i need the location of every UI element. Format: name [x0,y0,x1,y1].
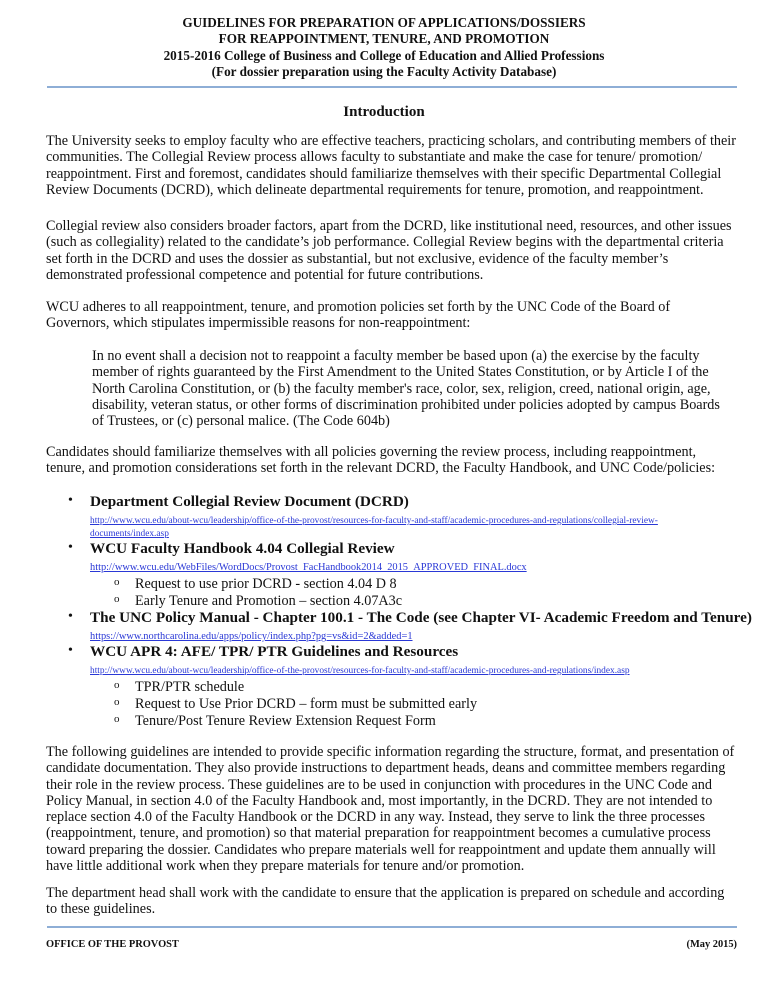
footer-divider [47,926,737,928]
sub-item-text: Tenure/Post Tenure Review Extension Request Form [135,713,436,729]
resource-link[interactable]: http://www.wcu.edu/about-wcu/leadership/office-of-the-provost/resources-for-faculty-and-staff/academic-procedures-and-regulations/collegial-review- [90,516,658,526]
document-header [0,15,768,80]
sub-item-text: Early Tenure and Promotion – section 4.07A3c [135,593,403,609]
resource-link[interactable]: http://www.wcu.edu/WebFiles/WordDocs/Provost_FacHandbook2014_2015_APPROVED_FINAL.docx [90,562,527,573]
resource-title: Department Collegial Review Document (DCRD) [90,493,409,510]
intro-paragraph-3: WCU adheres to all reappointment, tenure, and promotion policies set forth by the UNC Code of the Board of Governors, which stipulates impermissible reasons for non-reappointment: [46,299,671,332]
resource-title: WCU APR 4: AFE/ TPR/ PTR Guidelines and Resources [90,643,459,660]
closing-paragraph-1: The following guidelines are intended to provide specific information regarding the structure, format, and presentation of candidate documentation. They also provide instructions to department heads, deans and committee members regarding their role in the review process. These guidelines are to be used in conjunction with procedures in the UNC Code and Policy Manual, in section 4.0 of the Faculty Handbook and, most importantly, in the DCRD. They are not intended to replace section 4.0 of the Faculty Handbook or the DCRD in any way. Instead, they serve to link the three processes (reappointment, tenure, and promotion) so that material preparation for reappointment becomes a cumulative process toward preparing the dossier. Candidates who prepare materials well for reappointment and update them annually will have little additional work when they prepare materials for tenure and/or promotion. [46,744,735,875]
resource-title: The UNC Policy Manual - Chapter 100.1 - The Code (see Chapter VI- Academic Freedom and Tenure) [90,609,752,626]
intro-paragraph-1: The University seeks to employ faculty who are effective teachers, practicing scholars, and contributing members of their communities. The Collegial Review process allows faculty to substantiate and make the case for tenure/ promotion/ reappointment. First and foremost, candidates should familiarize themselves with their specific Departmental Collegial Review Documents (DCRD), which delineate departmental requirements for tenure, promotion, and reappointment. [46,133,736,198]
bullet-icon: • [68,643,73,658]
sub-item-text: Request to Use Prior DCRD – form must be submitted early [135,696,478,712]
header-line-2: FOR REAPPOINTMENT, TENURE, AND PROMOTION [218,31,550,47]
closing-paragraph-2: The department head shall work with the candidate to ensure that the application is prepared on schedule and according to these guidelines. [46,885,725,918]
bullet-icon: • [68,540,73,555]
circle-bullet-icon: o [114,713,120,725]
resource-title: WCU Faculty Handbook 4.04 Collegial Review [90,540,395,557]
sub-item-text: Request to use prior DCRD - section 4.04 D 8 [135,576,397,592]
bullet-icon: • [68,493,73,508]
header-divider [47,86,737,88]
intro-paragraph-4: Candidates should familiarize themselves with all policies governing the review process, including reappointment, tenure, and promotion considerations set forth in the relevant DCRD, the Faculty Handbook, and UNC Code/policies: [46,444,716,477]
section-title: Introduction [343,104,425,120]
circle-bullet-icon: o [114,679,120,691]
circle-bullet-icon: o [114,696,120,708]
intro-paragraph-2: Collegial review also considers broader factors, apart from the DCRD, like institutional need, resources, and other issues (such as collegiality) related to the candidate’s job performance. Collegial Review begins with the departmental criteria set forth in the DCRD and uses the dossier as substantial, but not exclusive, evidence of the faculty member’s demonstrated professional competence and potential for future contributions. [46,218,732,283]
sub-item-text: TPR/PTR schedule [135,679,245,695]
header-line-1: GUIDELINES FOR PREPARATION OF APPLICATIONS/DOSSIERS [182,15,586,30]
header-line-3: 2015-2016 College of Business and College of Education and Allied Professions [163,47,605,63]
resource-link-continued[interactable]: documents/index.asp [90,529,169,539]
code-quote: In no event shall a decision not to reappoint a faculty member be based upon (a) the exercise by the faculty member of rights guaranteed by the First Amendment to the United States Constitution, or by Article I of the North Carolina Constitution, or (b) the faculty member's race, color, sex, religion, creed, national origin, age, disability, veteran status, or other forms of discrimination prohibited under policies adopted by campus Boards of Trustees, or (c) personal malice. (The Code 604b) [92,348,720,430]
footer-office: OFFICE OF THE PROVOST [46,939,179,950]
circle-bullet-icon: o [114,593,120,605]
resource-link[interactable]: https://www.northcarolina.edu/apps/policy/index.php?pg=vs&id=2&added=1 [90,631,413,642]
header-line-4: (For dossier preparation using the Faculty Activity Database) [211,63,557,79]
bullet-icon: • [68,609,73,624]
footer-date: (May 2015) [686,939,737,950]
resource-link[interactable]: http://www.wcu.edu/about-wcu/leadership/office-of-the-provost/resources-for-faculty-and-staff/academic-procedures-and-regulations/index.asp [90,666,630,676]
circle-bullet-icon: o [114,576,120,588]
